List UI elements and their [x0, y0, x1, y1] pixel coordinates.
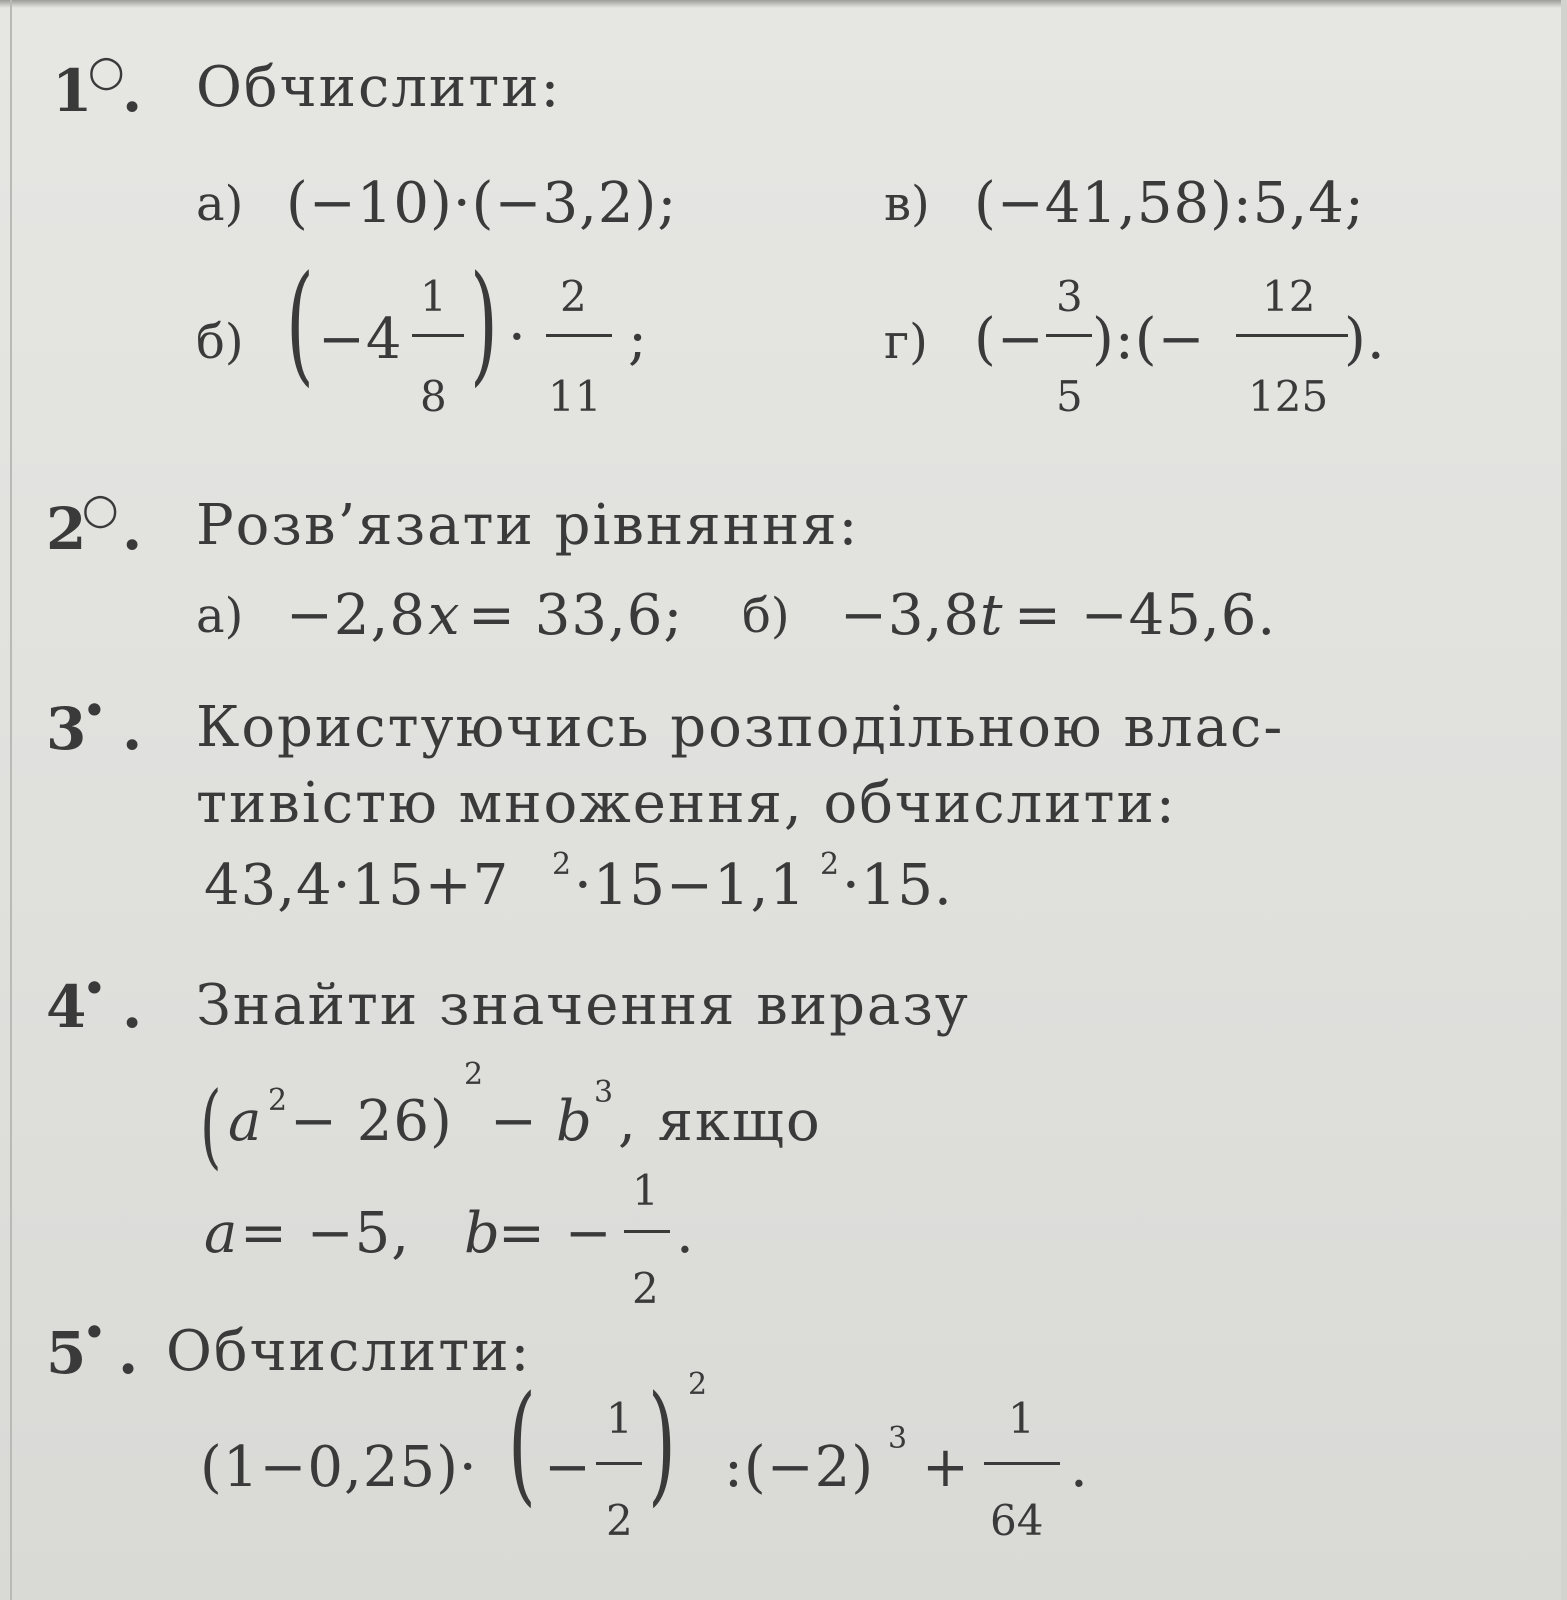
- equation-lhs: −2,8: [286, 583, 426, 648]
- fraction-numerator: 1: [606, 1394, 633, 1443]
- task-number: 1: [52, 57, 93, 125]
- fraction-numerator: 1: [1008, 1394, 1035, 1443]
- expression: (−10)·(−3,2);: [286, 171, 678, 236]
- task-title: Знайти значення виразу: [196, 973, 970, 1038]
- expression-end: .: [1070, 1435, 1089, 1500]
- exponent: 3: [888, 1421, 908, 1456]
- fraction-numerator: 2: [560, 272, 587, 321]
- task-title: Обчислити:: [166, 1319, 532, 1384]
- fraction-numerator: 3: [1056, 272, 1083, 321]
- difficulty-marker: ○: [82, 484, 119, 533]
- fraction-bar: [984, 1462, 1060, 1465]
- variable: a: [204, 1201, 239, 1266]
- number-dot: .: [122, 495, 143, 563]
- exponent: 2: [688, 1367, 708, 1402]
- task-number: 4: [46, 973, 87, 1041]
- task-number: 3: [46, 695, 87, 763]
- equation-rhs: = 33,6;: [468, 583, 684, 648]
- task-number: 5: [46, 1319, 87, 1387]
- minus-sign: −: [544, 1435, 592, 1500]
- expression-part: ):(−: [1092, 307, 1206, 372]
- equation-lhs: −3,8: [840, 583, 980, 648]
- item-label: в): [884, 176, 930, 232]
- variable: x: [428, 583, 461, 648]
- fraction-denominator: 125: [1248, 372, 1329, 421]
- expression-part: − 26): [290, 1089, 453, 1154]
- expression-part: ·15−1,1: [574, 853, 807, 918]
- number-dot: .: [122, 57, 143, 125]
- exponent: 2: [464, 1057, 484, 1092]
- left-paren: (: [200, 1072, 222, 1179]
- variable: a: [228, 1089, 263, 1154]
- item-label: б): [742, 588, 790, 644]
- expression: (−41,58):5,4;: [974, 171, 1365, 236]
- task-title: Розв’язати рівняння:: [196, 493, 860, 558]
- difficulty-marker: ○: [88, 46, 125, 95]
- item-label: а): [196, 176, 244, 232]
- expression-part: :(−2): [724, 1435, 875, 1500]
- item-label: б): [196, 314, 244, 370]
- exponent: 3: [594, 1075, 614, 1110]
- fraction-numerator: 12: [1262, 272, 1316, 321]
- fraction-bar: [546, 334, 612, 337]
- task-title: Обчислити:: [196, 55, 562, 120]
- equation-rhs: = −45,6.: [1014, 583, 1277, 648]
- fraction-bar: [596, 1462, 642, 1465]
- variable: b: [464, 1201, 501, 1266]
- fraction-denominator: 2: [632, 1264, 659, 1313]
- left-paren: (: [286, 247, 314, 399]
- difficulty-marker: •: [82, 686, 107, 735]
- variable: t: [980, 583, 1004, 648]
- number-dot: .: [118, 1319, 139, 1387]
- number-dot: .: [122, 973, 143, 1041]
- item-label: г): [884, 314, 928, 370]
- condition-word: , якщо: [618, 1089, 822, 1154]
- semicolon: ;: [628, 307, 648, 372]
- fraction-numerator: 1: [420, 272, 447, 321]
- plus-sign: +: [922, 1435, 970, 1500]
- page-left-edge: [10, 0, 12, 1600]
- expression-part: ·15.: [842, 853, 953, 918]
- difficulty-marker: •: [82, 1308, 107, 1357]
- expression-part: 43,4·15+7: [204, 853, 510, 918]
- number-dot: .: [122, 695, 143, 763]
- left-paren: (: [508, 1367, 536, 1519]
- expression-end: ).: [1344, 307, 1386, 372]
- item-label: а): [196, 588, 244, 644]
- condition-equals: = −: [498, 1201, 613, 1266]
- condition-value: = −5,: [240, 1201, 411, 1266]
- fraction-denominator: 8: [420, 372, 447, 421]
- expression-part: (1−0,25)·: [200, 1435, 478, 1500]
- multiply-dot: ·: [508, 305, 527, 370]
- fraction-bar: [1046, 334, 1092, 337]
- fraction-bar: [624, 1230, 670, 1233]
- exponent: 2: [552, 847, 572, 882]
- fraction-denominator: 64: [990, 1496, 1044, 1545]
- fraction-denominator: 11: [548, 372, 602, 421]
- fraction-bar: [1236, 334, 1348, 337]
- page-top-shadow: [0, 0, 1567, 8]
- expression-end: .: [676, 1201, 695, 1266]
- fraction-bar: [412, 334, 464, 337]
- task-number: 2: [46, 495, 87, 563]
- mixed-whole: −4: [318, 307, 403, 372]
- expression-part: (−: [974, 307, 1045, 372]
- right-paren: ): [470, 247, 498, 399]
- page-right-edge: [1561, 0, 1567, 1600]
- task-title: Користуючись розподільною влас-: [196, 695, 1285, 760]
- fraction-denominator: 5: [1056, 372, 1083, 421]
- fraction-numerator: 1: [632, 1166, 659, 1215]
- expression-part: −: [490, 1089, 538, 1154]
- right-paren: ): [648, 1367, 676, 1519]
- exponent: 2: [820, 847, 840, 882]
- fraction-denominator: 2: [606, 1496, 633, 1545]
- exponent: 2: [268, 1083, 288, 1118]
- difficulty-marker: •: [82, 964, 107, 1013]
- variable: b: [556, 1089, 593, 1154]
- task-title-continued: тивістю множення, обчислити:: [196, 771, 1177, 836]
